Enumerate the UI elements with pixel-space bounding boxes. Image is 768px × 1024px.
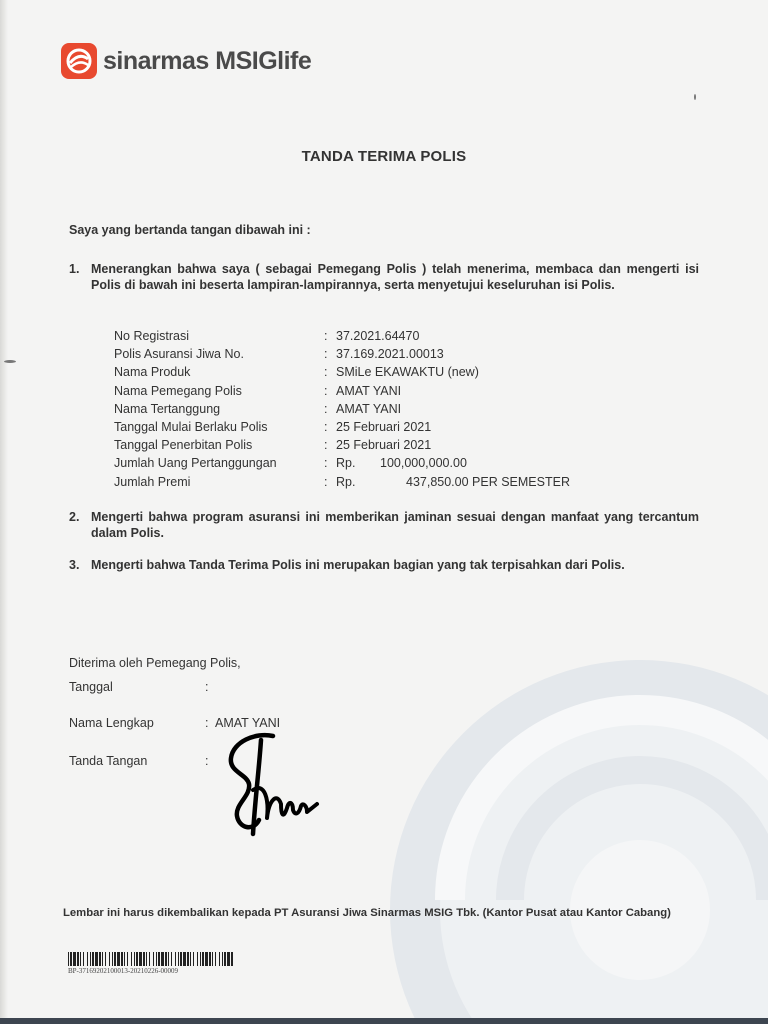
field-label: Nama Pemegang Polis: [114, 383, 242, 398]
field-value: 37.2021.64470: [336, 329, 420, 343]
field-colon: :: [205, 716, 209, 730]
barcode-bar: [105, 952, 106, 966]
barcode-bar: [183, 952, 186, 966]
barcode-bar: [212, 952, 213, 966]
field-amount: 100,000,000.00: [380, 456, 467, 471]
barcode-bar: [131, 952, 132, 966]
field-label: Polis Asuransi Jiwa No.: [114, 347, 244, 362]
barcode-bar: [224, 952, 226, 966]
field-colon: :: [324, 383, 328, 398]
barcode-bar: [227, 952, 230, 966]
field-amount: 437,850.00 PER SEMESTER: [406, 474, 570, 489]
barcode-bar: [77, 952, 79, 966]
watermark-logo: [380, 650, 768, 1024]
barcode-bar: [87, 952, 88, 966]
field-colon: :: [324, 438, 328, 453]
barcode-bar: [114, 952, 116, 966]
barcode-bar: [171, 952, 172, 966]
barcode-bar: [99, 952, 101, 966]
barcode-bar: [102, 952, 103, 966]
field-label: Jumlah Uang Pertanggungan: [114, 456, 277, 471]
field-value: AMAT YANI: [336, 401, 402, 416]
barcode-bar: [136, 952, 138, 966]
receipt-heading: Diterima oleh Pemegang Polis,: [69, 656, 241, 670]
barcode-bar: [143, 952, 145, 966]
statement-item-1: [69, 261, 699, 293]
barcode-bar: [92, 952, 94, 966]
intro-statement: Saya yang bertanda tangan dibawah ini :: [69, 223, 311, 237]
barcode-bar: [197, 952, 198, 966]
barcode-bar: [187, 952, 189, 966]
date-label: Tanggal: [69, 680, 113, 694]
barcode-bar: [112, 952, 113, 966]
barcode-bar: [219, 952, 220, 966]
barcode-bar: [231, 952, 233, 966]
item-number: 2.: [69, 510, 80, 524]
field-colon: :: [324, 329, 328, 343]
sinarmas-logo-icon: [61, 43, 97, 79]
barcode-bar: [121, 952, 123, 966]
statement-item-2: [69, 509, 699, 541]
field-currency: Rp.: [336, 456, 356, 471]
field-label: Nama Tertanggung: [114, 401, 221, 416]
barcode-bar: [165, 952, 167, 966]
scan-speck: [4, 360, 16, 363]
company-logo: [61, 43, 311, 79]
handwritten-signature: [225, 730, 325, 845]
barcode-bar: [168, 952, 169, 966]
barcode-bar: [202, 952, 204, 966]
barcode-bar: [180, 952, 182, 966]
field-label: Tanggal Mulai Berlaku Polis: [114, 419, 268, 434]
item-text: Mengerti bahwa program asuransi ini memberikan jaminan sesuai dengan manfaat yang tercantum dalam Polis.: [91, 510, 699, 540]
barcode-bar: [215, 952, 216, 966]
barcode-bar: [95, 952, 98, 966]
barcode-bar: [90, 952, 91, 966]
scan-bottom-edge: [0, 1018, 768, 1024]
barcode-bar: [127, 952, 128, 966]
barcode-bar: [222, 952, 223, 966]
field-label: Jumlah Premi: [114, 474, 191, 489]
item-text: Menerangkan bahwa saya ( sebagai Pemegang Polis ) telah menerima, membaca dan mengerti isi Polis di bawah ini beserta lampiran-lampirannya, serta menyetujui keseluruhan isi Polis.: [91, 262, 699, 292]
field-value: AMAT YANI: [336, 383, 402, 398]
barcode: [68, 952, 233, 966]
barcode-bar: [178, 952, 179, 966]
field-label: Tanggal Penerbitan Polis: [114, 438, 253, 453]
field-colon: :: [324, 347, 328, 362]
return-notice: Lembar ini harus dikembalikan kepada PT Asuransi Jiwa Sinarmas MSIG Tbk. (Kantor Pusat atau Kantor Cabang): [63, 907, 671, 919]
barcode-bar: [153, 952, 154, 966]
barcode-bar: [161, 952, 164, 966]
barcode-bar: [190, 952, 191, 966]
barcode-bar: [109, 952, 110, 966]
logo-msig: MSIG: [215, 46, 278, 75]
barcode-bar: [68, 952, 69, 966]
barcode-bar: [139, 952, 142, 966]
field-currency: Rp.: [336, 474, 356, 489]
barcode-bar: [134, 952, 135, 966]
logo-wordmark: [103, 46, 312, 75]
field-colon: :: [324, 365, 328, 380]
barcode-bar: [124, 952, 125, 966]
barcode-bar: [73, 952, 76, 966]
document-title: TANDA TERIMA POLIS: [301, 148, 467, 165]
barcode-bar: [156, 952, 157, 966]
field-colon: :: [324, 419, 328, 434]
barcode-bar: [209, 952, 211, 966]
barcode-bar: [193, 952, 194, 966]
name-value: AMAT YANI: [215, 716, 281, 730]
item-number: 3.: [69, 558, 80, 572]
field-colon: :: [324, 474, 328, 489]
field-value: SMiLe EKAWAKTU (new): [336, 365, 479, 380]
barcode-bar: [70, 952, 72, 966]
field-colon: :: [324, 401, 328, 416]
item-number: 1.: [69, 262, 80, 276]
field-label: No Registrasi: [114, 329, 190, 343]
field-colon: :: [205, 680, 209, 694]
field-colon: :: [205, 754, 209, 768]
barcode-bar: [146, 952, 147, 966]
field-colon: :: [324, 456, 328, 471]
barcode-bar: [80, 952, 81, 966]
barcode-bar: [175, 952, 176, 966]
barcode-bar: [200, 952, 201, 966]
scan-speck: [694, 94, 696, 100]
field-value: 25 Februari 2021: [336, 438, 432, 453]
barcode-bar: [205, 952, 208, 966]
barcode-bar: [158, 952, 160, 966]
logo-brand: sinarmas: [103, 46, 209, 75]
barcode-bar: [117, 952, 120, 966]
field-label: Nama Produk: [114, 365, 191, 380]
statement-item-3: [69, 557, 699, 573]
barcode-bar: [149, 952, 150, 966]
field-value: 37.169.2021.00013: [336, 347, 444, 362]
field-value: 25 Februari 2021: [336, 419, 432, 434]
barcode-text: BP-37169202100013-20210226-00009: [68, 967, 179, 975]
barcode-bar: [83, 952, 84, 966]
name-label: Nama Lengkap: [69, 716, 154, 730]
logo-life: life: [277, 46, 312, 75]
item-text: Mengerti bahwa Tanda Terima Polis ini merupakan bagian yang tak terpisahkan dari Polis.: [91, 558, 625, 572]
signature-label: Tanda Tangan: [69, 754, 148, 768]
